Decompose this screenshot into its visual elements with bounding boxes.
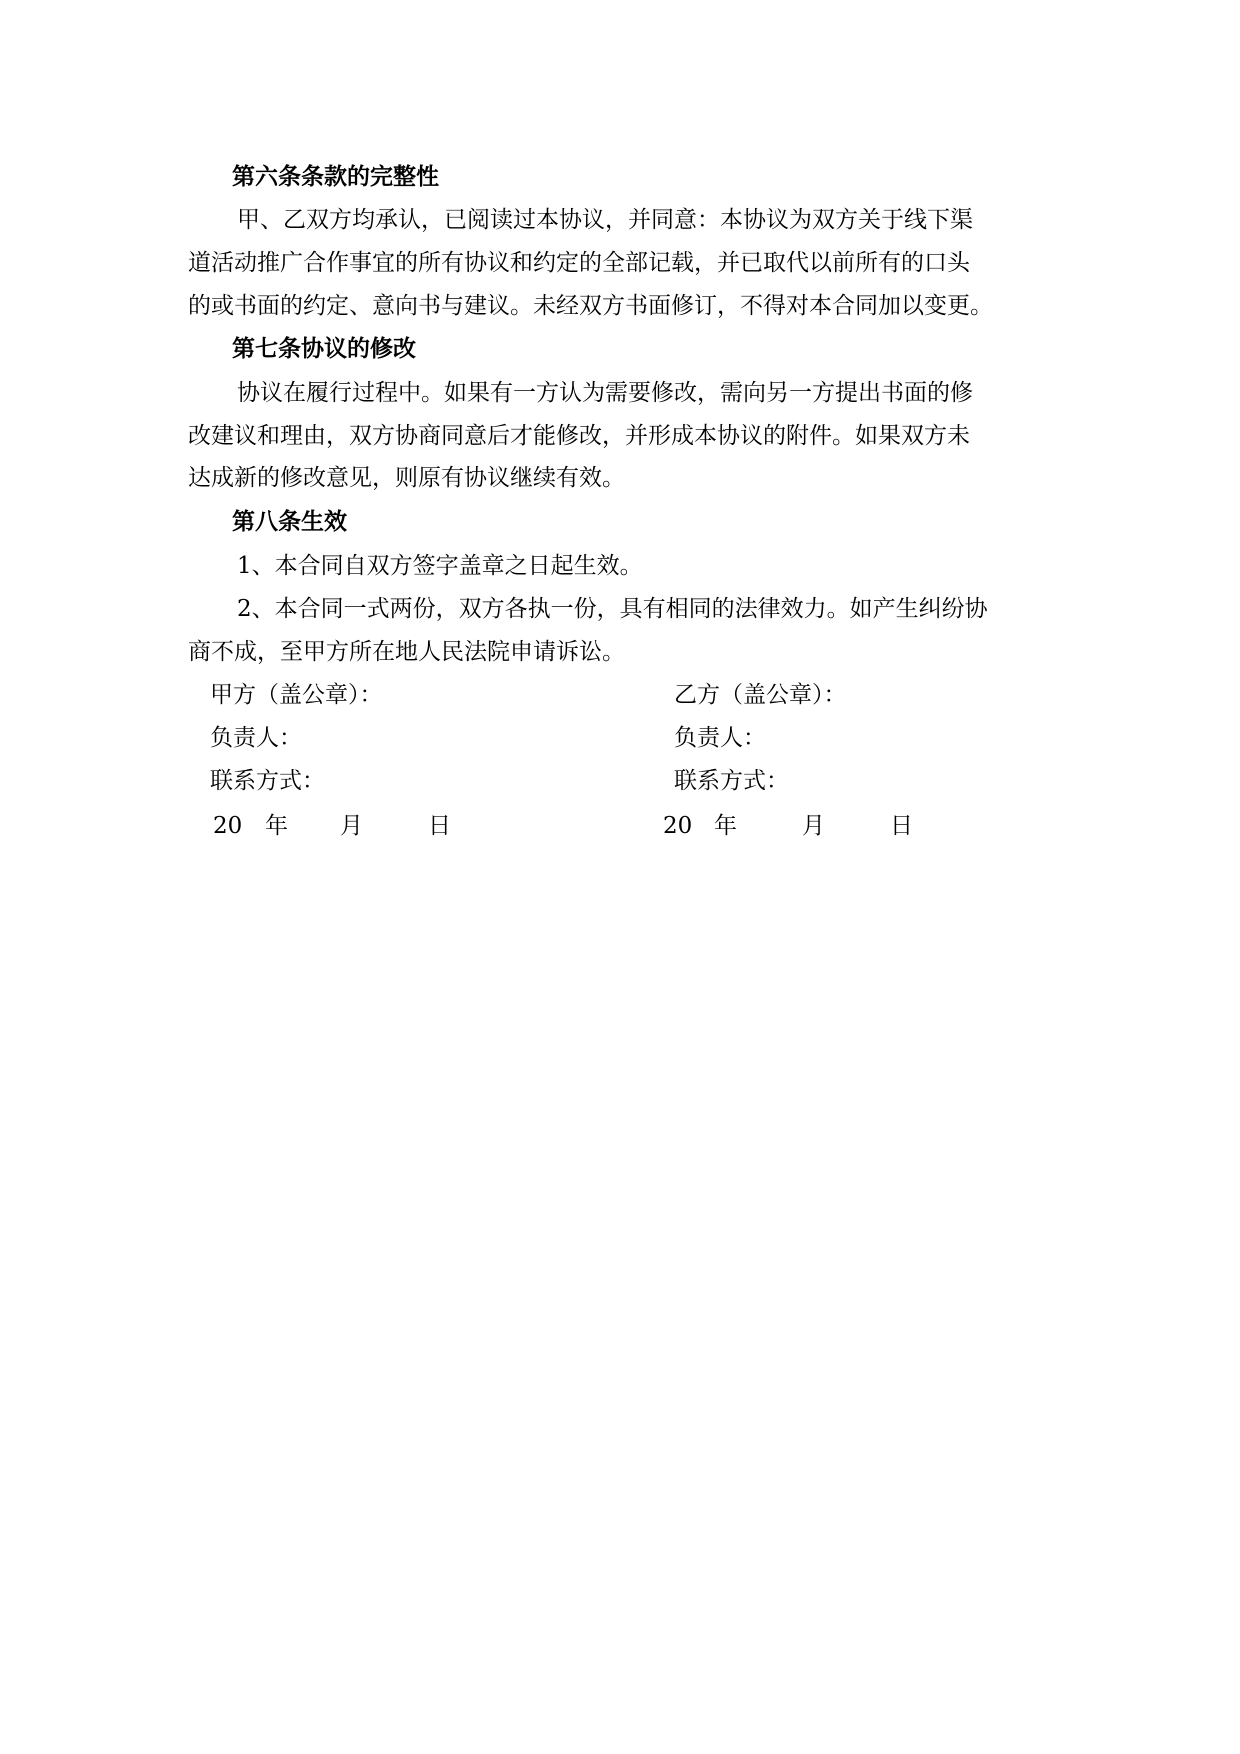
party-a-contact-label: 联系方式： — [210, 768, 325, 794]
party-b-person-label: 负责人： — [674, 725, 766, 751]
party-b-seal-label: 乙方（盖公章）： — [674, 682, 847, 708]
party-b-contact-label: 联系方式： — [674, 768, 789, 794]
article-6-line-1: 甲、乙双方均承认，已阅读过本协议，并同意：本协议为双方关于线下渠 — [237, 207, 973, 233]
party-b-date-year-prefix: 20 — [663, 813, 693, 839]
article-8-item-1: 1、本合同自双方签字盖章之日起生效。 — [237, 553, 643, 579]
article-8-item-2-line-2: 商不成，至甲方所在地人民法院申请诉讼。 — [188, 639, 625, 665]
article-7-line-3: 达成新的修改意见，则原有协议继续有效。 — [188, 465, 625, 491]
party-a-person-label: 负责人： — [210, 725, 302, 751]
party-a-date-year-prefix: 20 — [213, 813, 243, 839]
party-b-date-month: 月 — [802, 813, 825, 839]
article-6-heading: 第六条条款的完整性 — [232, 164, 439, 190]
article-6-line-2: 道活动推广合作事宜的所有协议和约定的全部记载，并已取代以前所有的口头 — [188, 250, 970, 276]
article-7-line-1: 协议在履行过程中。如果有一方认为需要修改，需向另一方提出书面的修 — [237, 380, 973, 406]
article-6-line-3: 的或书面的约定、意向书与建议。未经双方书面修订，不得对本合同加以变更。 — [188, 293, 993, 319]
article-7-line-2: 改建议和理由，双方协商同意后才能修改，并形成本协议的附件。如果双方未 — [188, 423, 970, 449]
party-a-date-day: 日 — [428, 813, 451, 839]
article-7-heading: 第七条协议的修改 — [232, 336, 416, 362]
party-b-date-day: 日 — [890, 813, 913, 839]
article-8-heading: 第八条生效 — [232, 509, 347, 535]
article-8-item-2-line-1: 2、本合同一式两份，双方各执一份，具有相同的法律效力。如产生纠纷协 — [237, 596, 988, 622]
party-a-seal-label: 甲方（盖公章）： — [210, 682, 383, 708]
party-a-date-year: 年 — [265, 813, 288, 839]
party-a-date-month: 月 — [340, 813, 363, 839]
party-b-date-year: 年 — [714, 813, 737, 839]
